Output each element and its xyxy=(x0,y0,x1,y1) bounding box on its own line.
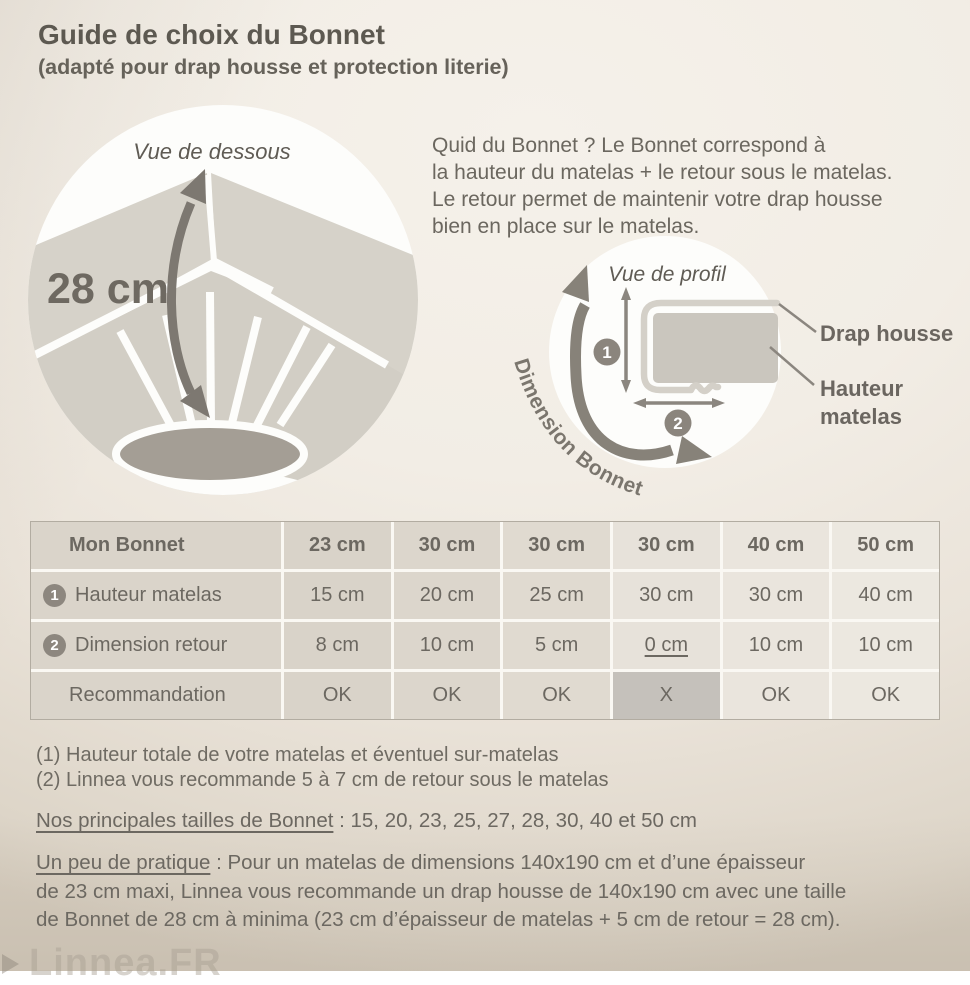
practice-lead: Un peu de pratique xyxy=(36,851,211,874)
table-cell: OK xyxy=(832,672,939,719)
intro-line: bien en place sur le matelas. xyxy=(432,215,700,238)
underlined-value: 0 cm xyxy=(644,634,688,656)
sheet-label: Drap housse xyxy=(820,321,954,346)
watermark xyxy=(2,942,222,985)
bottom-view-diagram xyxy=(25,103,421,499)
table-header-label: Mon Bonnet xyxy=(31,522,281,569)
table-cell: 8 cm xyxy=(284,622,391,669)
marker-1-icon: 1 xyxy=(43,584,66,607)
sizes-line xyxy=(36,809,697,833)
table-cell: 10 cm xyxy=(723,622,830,669)
table-cell: OK xyxy=(284,672,391,719)
table-cell: 5 cm xyxy=(503,622,610,669)
table-header-cell: 30 cm xyxy=(503,522,610,569)
dimension-bonnet-label: Dimension Bonnet xyxy=(509,355,646,501)
table-row-label xyxy=(31,572,281,619)
practice-paragraph xyxy=(36,849,846,935)
table-cell: 25 cm xyxy=(503,572,610,619)
table-header-cell: 50 cm xyxy=(832,522,939,569)
footnote-2: (2) Linnea vous recommande 5 à 7 cm de retour sous le matelas xyxy=(36,769,609,791)
profile-view-diagram xyxy=(480,225,970,515)
practice-line: de 23 cm maxi, Linnea vous recommande un drap housse de 140x190 cm avec une taille xyxy=(36,879,847,903)
table-header-cell: 40 cm xyxy=(723,522,830,569)
table-cell: OK xyxy=(503,672,610,719)
page-title: Guide de choix du Bonnet xyxy=(38,19,385,50)
table-cell: 10 cm xyxy=(394,622,501,669)
mattress-through-opening xyxy=(116,424,304,484)
sizes-rest: : 15, 20, 23, 25, 27, 28, 30, 40 et 50 cm xyxy=(333,809,697,832)
row-label-text: Dimension retour xyxy=(75,634,228,656)
table-cell: 30 cm xyxy=(613,572,720,619)
table-row-label: Recommandation xyxy=(31,672,281,719)
mattress-side xyxy=(653,313,778,383)
table-cell xyxy=(613,622,720,669)
page-subtitle: (adapté pour drap housse et protection literie) xyxy=(38,55,509,79)
svg-text:2: 2 xyxy=(673,414,683,433)
table-cell: OK xyxy=(723,672,830,719)
table-header-cell: 30 cm xyxy=(394,522,501,569)
row-label-text: Hauteur matelas xyxy=(75,584,222,606)
bonnet-table xyxy=(30,521,940,720)
table-header-cell: 23 cm xyxy=(284,522,391,569)
table-row-label xyxy=(31,622,281,669)
header xyxy=(38,18,509,82)
table-cell: 30 cm xyxy=(723,572,830,619)
marker-2-badge xyxy=(665,410,692,437)
sizes-lead: Nos principales tailles de Bonnet xyxy=(36,809,334,832)
intro-line: Le retour permet de maintenir votre drap housse xyxy=(432,188,883,211)
bonnet-measurement-label: 28 cm xyxy=(47,265,169,313)
table-cell: OK xyxy=(394,672,501,719)
table-cell: 15 cm xyxy=(284,572,391,619)
watermark-text: Linnea.FR xyxy=(29,942,222,984)
table-header-cell: 30 cm xyxy=(613,522,720,569)
table-cell-rejected: X xyxy=(613,672,720,719)
marker-1-badge xyxy=(594,339,621,366)
intro-line: Quid du Bonnet ? Le Bonnet correspond à xyxy=(432,134,826,157)
table-cell: 40 cm xyxy=(832,572,939,619)
mattress-height-label-line2: matelas xyxy=(820,404,902,429)
marker-2-icon: 2 xyxy=(43,634,66,657)
profile-view-caption: Vue de profil xyxy=(608,263,726,286)
svg-text:1: 1 xyxy=(602,343,612,362)
intro-line: la hauteur du matelas + le retour sous le matelas. xyxy=(432,161,893,184)
footnotes xyxy=(36,743,609,793)
practice-line xyxy=(36,849,846,878)
practice-line: de Bonnet de 28 cm à minima (23 cm d’épaisseur de matelas + 5 cm de retour = 28 cm). xyxy=(36,908,841,931)
bottom-view-caption: Vue de dessous xyxy=(133,139,291,164)
table-cell: 20 cm xyxy=(394,572,501,619)
footnote-1: (1) Hauteur totale de votre matelas et éventuel sur-matelas xyxy=(36,744,559,766)
practice-line1-rest: : Pour un matelas de dimensions 140x190 cm et d’une épaisseur xyxy=(210,851,806,874)
table-cell: 10 cm xyxy=(832,622,939,669)
intro-text xyxy=(432,132,893,240)
mattress-height-label-line1: Hauteur xyxy=(820,376,904,401)
